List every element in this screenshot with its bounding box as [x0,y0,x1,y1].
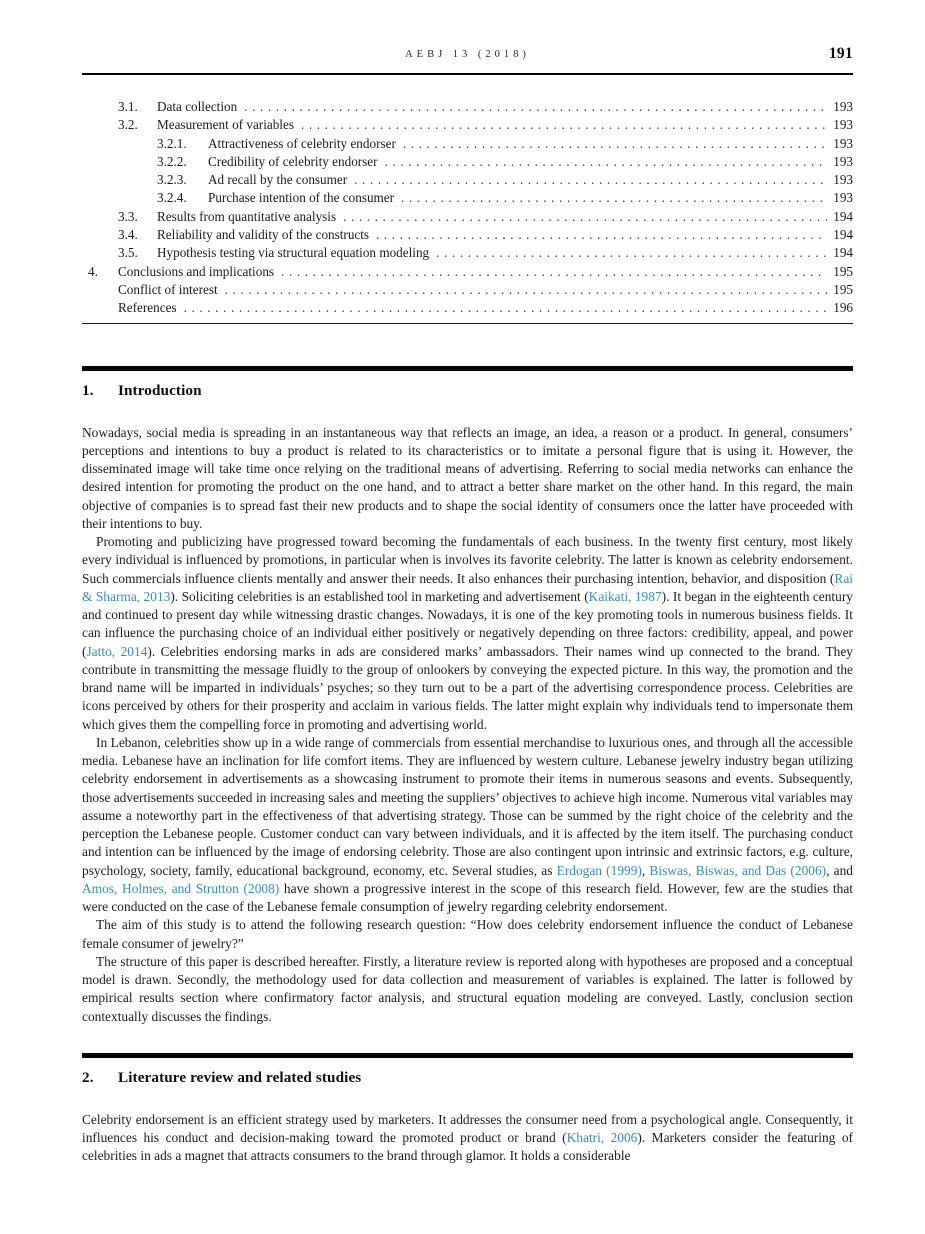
toc-entry-label: Measurement of variables [157,117,294,133]
toc-entry-number: 3.3. [118,208,138,224]
citation-link[interactable]: Amos, Holmes, and Strutton (2008) [82,880,280,896]
toc-leader-dots [225,281,827,299]
toc-entry [82,299,853,317]
paragraph-text: The aim of this study is to attend the following research question: “How does celebrity endorsement influence the conduct of Lebanese female consumer of jewelry?” [82,917,853,951]
toc-entry [82,281,853,299]
toc-entry-number: 3.2. [118,117,138,133]
toc-entry [82,208,853,226]
toc-leader-dots [436,244,827,262]
toc-entry-page: 195 [833,263,853,279]
journal-title: AEBJ 13 (2018) [405,49,530,60]
toc-entry [82,189,853,207]
toc-leader-dots [376,226,827,244]
section-heading [82,366,853,400]
toc-entry-page: 194 [833,227,853,243]
toc-entry-label: Hypothesis testing via structural equation modeling [157,245,430,261]
toc-entry [82,116,853,134]
toc-entry [82,226,853,244]
article-section [82,366,853,1026]
section-heading [82,1053,853,1087]
article-body [82,366,853,1166]
paragraph [82,734,853,917]
paragraph [82,953,853,1026]
toc-leader-dots [301,116,827,134]
paragraph-text: , and [826,862,853,878]
citation-link[interactable]: Kaikati, 1987 [588,588,662,604]
paragraph-text: Nowadays, social media is spreading in an instantaneous way that reflects an image, an idea, a reason or a product. In general, consumers’ perceptions and intentions to buy a product is related to its characteristics or to imitate a personal figure that is using it. However, the disseminated image will take time once relying on the traditional means of advertising. Referring to social media networks can enhance the desired intention for promoting the product on the one hand, and to attract a better share market on the other hand. In this regard, the main objective of companies is to spread fast their new products and to shape the social identity of consumers once the latter have proceeded with their intentions to buy. [82,424,853,531]
paragraph-text: ). Celebrities endorsing marks in ads are considered marks’ ambassadors. Their names wind up connected to the brand. They contribute in transmitting the message fluidly to the group of onlookers by conveying the expected picture. In this way, the promotion and the brand name will be imparted in individuals’ psyches; so they turn out to be a part of the advertising correspondence process. Celebrities are icons perceived by others for their prosperity and acclaim in various fields. The latter might explain why individuals tend to impersonate them which gives them the compelling force in promoting and advertising world. [82,643,853,732]
section-title: Literature review and related studies [118,1068,362,1086]
toc-entry-number: 3.1. [118,99,138,114]
toc-leader-dots [401,189,827,207]
paragraph-text: ). It began in the eighteenth century and continued to present day while witnessing drastic changes. Nowadays, it is one of the key promoting tools in numerous business fields. It can influence the purchasing choice of an individual either positively or negatively depending on three factors: credibility, appeal, and power ( [82,588,853,659]
toc-entry-number: 3.5. [118,245,138,261]
section-number: 1. [82,381,94,399]
toc-entry-label: Data collection [157,99,238,114]
section-paragraphs [82,424,853,1026]
toc-entry [82,153,853,171]
toc-entry-label: References [118,300,177,316]
toc-entry [82,263,853,281]
toc-entry-page: 193 [833,135,853,151]
toc-entry-label: Results from quantitative analysis [157,208,337,224]
toc-entry-label: Ad recall by the consumer [208,172,348,188]
toc-entry [82,98,853,116]
toc-bottom-rule [82,323,853,324]
toc-entry-label: Attractiveness of celebrity endorser [208,135,396,151]
toc-leader-dots [184,299,827,317]
paragraph-text: ). Soliciting celebrities is an established tool in marketing and advertisement ( [170,588,589,604]
toc-entry-label: Conclusions and implications [118,263,275,279]
toc-entry-page: 194 [833,245,853,261]
article-section [82,1053,853,1166]
toc-leader-dots [244,98,827,116]
toc-entry [82,244,853,262]
toc-leader-dots [281,263,827,281]
toc-entry-page: 193 [833,99,853,114]
paragraph [82,1111,853,1166]
toc-entry-number: 3.4. [118,227,138,243]
paragraph-text: have shown a progressive interest in the scope of this research field. However, few are the studies that were conducted on the case of the Lebanese female consumption of jewelry regarding celebrity endorsement. [82,880,854,915]
toc-entry-page: 195 [833,281,853,297]
toc-leader-dots [403,135,827,153]
citation-link[interactable]: Khatri, 2006 [566,1130,638,1146]
paragraph [82,533,853,734]
toc-entry-number: 3.2.1. [157,135,187,151]
toc-entry [82,135,853,153]
toc-entry-number: 3.2.3. [157,172,187,188]
toc-entry-label: Credibility of celebrity endorser [208,153,378,169]
toc-entry-label: Reliability and validity of the constructs [157,227,370,243]
paragraph-text: ). Marketers consider the featuring of celebrities in ads a magnet that attracts consumers to the brand through glamor. It holds a considerable [82,1130,853,1164]
section-number: 2. [82,1068,94,1086]
section-paragraphs [82,1111,853,1166]
toc-entry-page: 196 [833,300,853,316]
toc-entry-label: Purchase intention of the consumer [208,190,395,206]
paragraph-text: The structure of this paper is described hereafter. Firstly, a literature review is reported along with hypotheses are proposed and a conceptual model is drawn. Secondly, the methodology used for data collection and measurement of variables is explained. The latter is followed by empirical results section where confirmatory factor analysis, and structural equation modeling are conveyed. Lastly, conclusion section contextually discusses the findings. [82,953,853,1024]
citation-link[interactable]: Rai & Sharma, 2013 [82,570,853,604]
toc-entry-number: 4. [88,263,98,279]
paragraph [82,424,853,534]
toc-entry-page: 194 [833,208,853,224]
page-number: 191 [828,45,853,62]
running-head [82,45,853,66]
page-content [82,0,853,1166]
toc-entry-label: Conflict of interest [118,281,218,297]
paragraph-text: In Lebanon, celebrities show up in a wide range of commercials from essential merchandise to luxurious ones, and through all the accessible media. Lebanese have an inclination for life comfort items. They are influenced by western culture. Lebanese jewelry industry began utilizing celebrity endorsement in advertisements as a showcasing instrument to promote their items in numerous seasons and events. Subsequently, those advertisements succeeded in increasing sales and meeting the suppliers’ objectives to achieve high income. Numerous vital variables may assume a noteworthy part in the effectiveness of that advertising strategy. Those can be summed by the right choice of the celebrity and the perception the Lebanese people. Customer conduct can vary between individuals, and it is affected by the item itself. The purchasing conduct and intention can be influenced by the image of endorsing celebrity. Those are also contingent upon intrinsic and extrinsic factors, e.g. culture, psychology, society, family, educational background, economy, etc. Several studies, as [82,734,853,878]
citation-link[interactable]: Jatto, 2014 [86,643,148,659]
paragraph-text: Celebrity endorsement is an efficient strategy used by marketers. It addresses the consumer need from a psychological angle. Consequently, it influences his conduct and decision-making toward the promoted product or brand ( [82,1111,853,1146]
toc-entry-number: 3.2.4. [157,190,187,206]
section-title: Introduction [118,381,202,399]
citation-link[interactable]: Biswas, Biswas, and Das (2006) [649,862,827,878]
toc-entry-page: 193 [833,172,853,188]
paragraph-text: , [641,862,650,878]
toc-entry-page: 193 [833,190,853,206]
header-rule [82,73,853,75]
paragraph [82,916,853,953]
toc-entry-number: 3.2.2. [157,153,187,169]
toc-entry-page: 193 [833,153,853,169]
paragraph-text: Promoting and publicizing have progressed toward becoming the fundamentals of each business. In the twenty first century, most likely every individual is influenced by promotions, in particular when is involves its favorite celebrity. The latter is known as celebrity endorsement. Such commercials influence clients mentally and answer their needs. It also enhances their purchasing intention, behavior, and disposition ( [82,534,853,586]
toc-entry [82,171,853,189]
toc-leader-dots [354,171,827,189]
citation-link[interactable]: Erdogan (1999) [556,862,642,878]
toc-entry-page: 193 [833,117,853,133]
toc-leader-dots [385,153,827,171]
table-of-contents [82,98,853,318]
toc-leader-dots [343,208,827,226]
